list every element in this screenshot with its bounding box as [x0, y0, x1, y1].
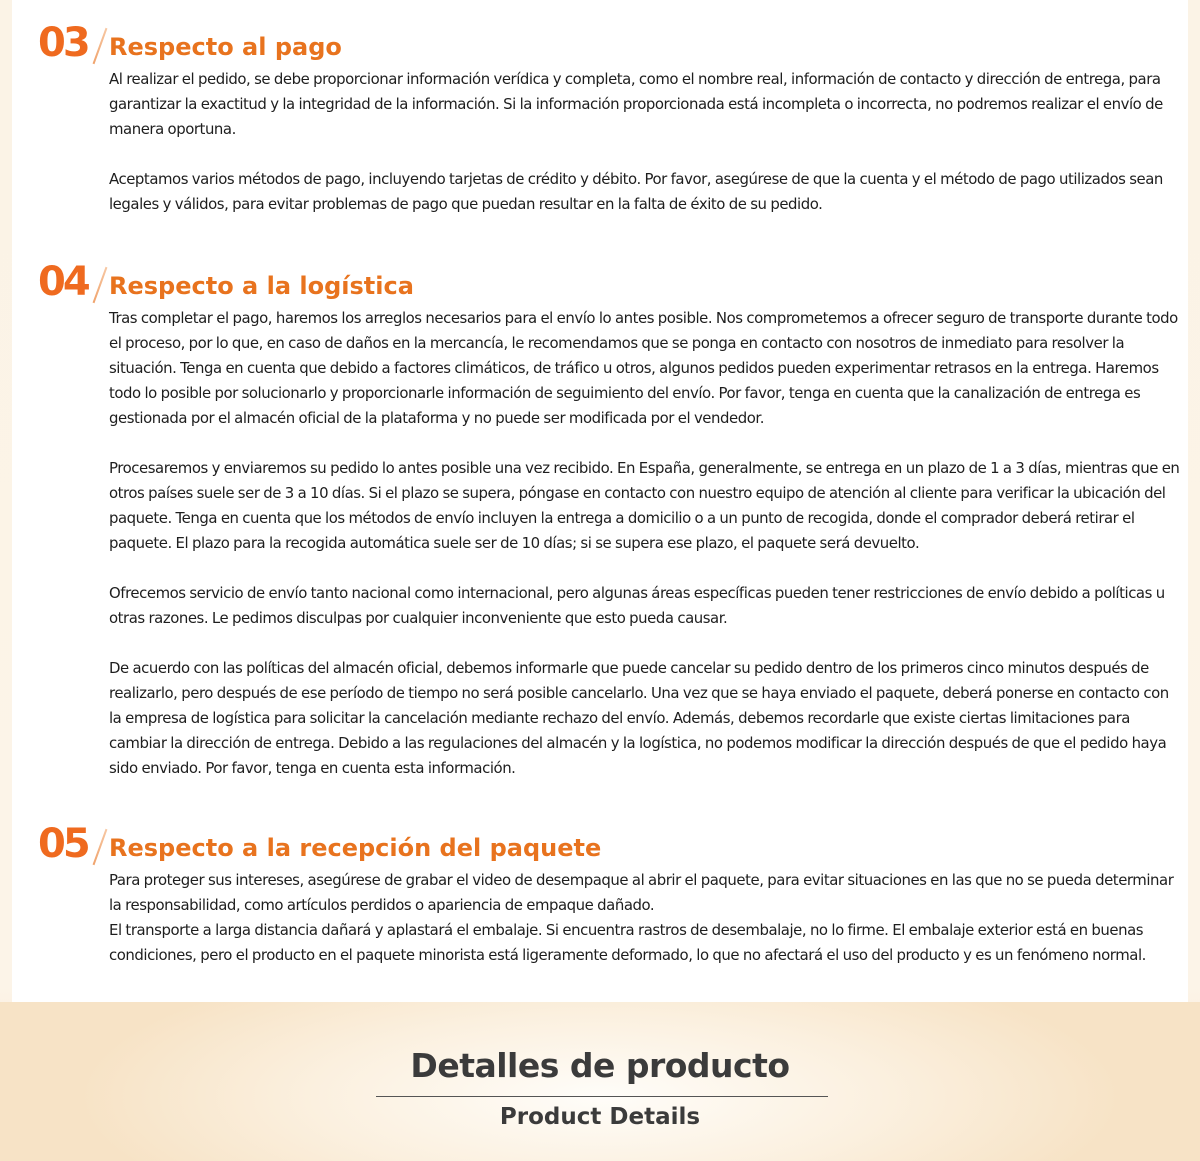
- section-title: Respecto a la logística: [109, 272, 414, 300]
- section-number: 04: [38, 259, 88, 305]
- section-paragraph: Ofrecemos servicio de envío tanto nacional como internacional, pero algunas áreas específicas pueden tener restricciones de envío debido a políticas u otras razones. Le pedimos disculpas por cualquier inconveniente que esto pueda causar.: [109, 584, 1165, 627]
- section-paragraph: Para proteger sus intereses, asegúrese de grabar el video de desempaque al abrir el paquete, para evitar situaciones en las que no se pueda determinar la responsabilidad, como artículos perdidos o apariencia de empaque dañado.: [109, 871, 1174, 914]
- section-paragraph: El transporte a larga distancia dañará y aplastará el embalaje. Si encuentra rastros de desembalaje, no lo firme. El embalaje exterior está en buenas condiciones, pero el producto en el paquete minorista está ligeramente deformado, lo que no afectará el uso del producto y es un fenómeno normal.: [109, 921, 1146, 964]
- section-title: Respecto al pago: [109, 33, 342, 61]
- section-paragraph: Tras completar el pago, haremos los arreglos necesarios para el envío lo antes posible. Nos comprometemos a ofrecer seguro de transporte durante todo el proceso, por lo que, en caso de daños en la mercancía, le recomendamos que se ponga en contacto con nosotros de inmediato para resolver la situación. Tenga en cuenta que debido a factores climáticos, de tráfico u otros, algunos pedidos pueden experimentar retrasos en la entrega. Haremos todo lo posible por solucionarlo y proporcionarle información de seguimiento del envío. Por favor, tenga en cuenta que la canalización de entrega es gestionada por el almacén oficial de la plataforma y no puede ser modificada por el vendedor.: [109, 309, 1178, 427]
- section-paragraph: Al realizar el pedido, se debe proporcionar información verídica y completa, como el nombre real, información de contacto y dirección de entrega, para garantizar la exactitud y la integridad de la información. Si la información proporcionada está incompleta o incorrecta, no podremos realizar el envío de manera oportuna.: [109, 70, 1163, 138]
- slash-decoration-icon: [93, 267, 108, 303]
- section-paragraph: De acuerdo con las políticas del almacén oficial, debemos informarle que puede cancelar su pedido dentro de los primeros cinco minutos después de realizarlo, pero después de ese período de tiempo no será posible cancelarlo. Una vez que se haya enviado el paquete, deberá ponerse en contacto con la empresa de logística para solicitar la cancelación mediante rechazo del envío. Además, debemos recordarle que existe ciertas limitaciones para cambiar la dirección de entrega. Debido a las regulaciones del almacén y la logística, no podemos modificar la dirección después de que el pedido haya sido enviado. Por favor, tenga en cuenta esta información.: [109, 659, 1169, 777]
- divider: [376, 1096, 828, 1097]
- product-details-subtitle: Product Details: [499, 1104, 701, 1130]
- slash-decoration-icon: [93, 829, 108, 865]
- section-title: Respecto a la recepción del paquete: [109, 834, 602, 862]
- product-details-title: Detalles de producto: [410, 1046, 790, 1085]
- policy-card: [12, 0, 1188, 1002]
- slash-decoration-icon: [93, 28, 108, 64]
- section-number: 03: [38, 20, 88, 66]
- section-paragraph: Aceptamos varios métodos de pago, incluyendo tarjetas de crédito y débito. Por favor, asegúrese de que la cuenta y el método de pago utilizados sean legales y válidos, para evitar problemas de pago que puedan resultar en la falta de éxito de su pedido.: [109, 170, 1163, 213]
- section-number: 05: [38, 821, 88, 867]
- section-paragraph: Procesaremos y enviaremos su pedido lo antes posible una vez recibido. En España, generalmente, se entrega en un plazo de 1 a 3 días, mientras que en otros países suele ser de 3 a 10 días. Si el plazo se supera, póngase en contacto con nuestro equipo de atención al cliente para verificar la ubicación del paquete. Tenga en cuenta que los métodos de envío incluyen la entrega a domicilio o a un punto de recogida, donde el comprador deberá retirar el paquete. El plazo para la recogida automática suele ser de 10 días; si se supera ese plazo, el paquete será devuelto.: [109, 459, 1180, 552]
